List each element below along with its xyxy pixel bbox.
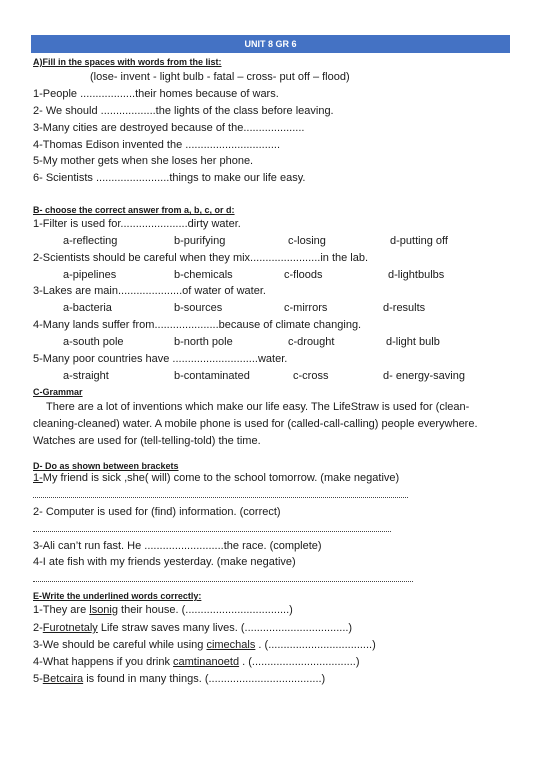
e-item-1-pre: 1-They are (33, 604, 90, 616)
b2-option-a: a-pipelines (63, 269, 117, 281)
b3-option-d: d-results (383, 302, 426, 314)
d-question-1 (33, 472, 399, 485)
e-item-4-pre: 4-What happens if you drink (33, 656, 174, 668)
answer-line-1[interactable] (33, 497, 408, 498)
e-item-5-pre: 5- (33, 673, 43, 685)
e-item-1-word: lsonig (89, 604, 118, 616)
section-e-heading: E-Write the underlined words correctly: (33, 591, 202, 601)
b5-option-a: a-straight (63, 370, 109, 382)
d-question-4: 4-I ate fish with my friends yesterday. (make negative) (33, 556, 296, 568)
b5-option-b: b-contaminated (174, 370, 250, 382)
e-item-4 (33, 656, 359, 669)
e-item-1-post: their house. (..................................) (118, 604, 293, 616)
section-c-heading: C-Grammar (33, 387, 83, 397)
b5-option-d: d- energy-saving (383, 370, 465, 382)
e-item-2-pre: 2- (33, 622, 43, 634)
b4-option-d: d-light bulb (386, 336, 440, 348)
b3-option-b: b-sources (174, 302, 223, 314)
b5-option-c: c-cross (293, 370, 329, 382)
unit-banner: UNIT 8 GR 6 (31, 35, 510, 53)
e-item-5 (33, 673, 325, 686)
e-item-3 (33, 639, 376, 652)
b1-option-b: b-purifying (174, 235, 226, 247)
b-question-4: 4-Many lands suffer from.....................because of climate changing. (33, 319, 362, 331)
e-item-4-post: . (..................................) (239, 656, 360, 668)
a-item-5: 5-My mother gets when she loses her phone. (33, 155, 254, 167)
answer-line-4[interactable] (33, 581, 413, 582)
a-item-2: 2- We should ..................the lights of the class before leaving. (33, 105, 334, 117)
e-item-2 (33, 622, 352, 635)
grammar-line-2: cleaning-cleaned) water. A mobile phone is used for (called-call-calling) people everywhere. (33, 418, 478, 430)
e-item-3-post: . (..................................) (255, 639, 376, 651)
e-item-2-post: Life straw saves many lives. (..................................) (97, 622, 353, 634)
e-item-3-word: cimechals (206, 639, 256, 651)
b-question-3: 3-Lakes are main.....................of water of water. (33, 285, 266, 297)
word-list: (lose- invent - light bulb - fatal – cross- put off – flood) (90, 71, 350, 83)
a-item-3: 3-Many cities are destroyed because of the.................... (33, 122, 305, 134)
b2-option-c: c-floods (284, 269, 323, 281)
e-item-1 (33, 604, 293, 617)
b-question-5: 5-Many poor countries have ............................water. (33, 353, 288, 365)
b1-option-a: a-reflecting (63, 235, 118, 247)
e-item-5-word: Betcaira (42, 673, 84, 685)
e-item-3-pre: 3-We should be careful while using (33, 639, 207, 651)
grammar-line-3: Watches are used for (tell-telling-told) the time. (33, 435, 261, 447)
b4-option-c: c-drought (288, 336, 335, 348)
a-item-6: 6- Scientists ........................things to make our life easy. (33, 172, 306, 184)
b2-option-b: b-chemicals (174, 269, 233, 281)
section-b-heading: B- choose the correct answer from a, b, c, or d: (33, 205, 235, 215)
b-question-1: 1-Filter is used for......................dirty water. (33, 218, 241, 230)
b3-option-c: c-mirrors (284, 302, 328, 314)
grammar-line-1: There are a lot of inventions which make our life easy. The LifeStraw is used for (clean- (46, 401, 470, 413)
e-item-2-word: Furotnetaly (42, 622, 98, 634)
e-item-5-post: is found in many things. (.....................................) (83, 673, 326, 685)
a-item-1: 1-People ..................their homes because of wars. (33, 88, 279, 100)
d-question-2: 2- Computer is used for (find) information. (correct) (33, 506, 281, 518)
d-question-3: 3-Ali can’t run fast. He ..........................the race. (complete) (33, 540, 322, 552)
b2-option-d: d-lightbulbs (388, 269, 445, 281)
d-question-1-text: My friend is sick ,she( will) come to the school tomorrow. (make negative) (42, 472, 400, 484)
a-item-4: 4-Thomas Edison invented the ............................... (33, 139, 280, 151)
answer-line-2[interactable] (33, 531, 391, 532)
d-question-1-number: 1- (33, 472, 43, 484)
b4-option-a: a-south pole (63, 336, 124, 348)
b1-option-d: d-putting off (390, 235, 448, 247)
e-item-4-word: camtinanoetd (173, 656, 240, 668)
b-question-2: 2-Scientists should be careful when they mix.......................in the lab. (33, 252, 369, 264)
section-a-heading: A)Fill in the spaces with words from the list: (33, 57, 222, 67)
section-d-heading: D- Do as shown between brackets (33, 461, 179, 471)
b3-option-a: a-bacteria (63, 302, 112, 314)
b1-option-c: c-losing (288, 235, 326, 247)
b4-option-b: b-north pole (174, 336, 233, 348)
